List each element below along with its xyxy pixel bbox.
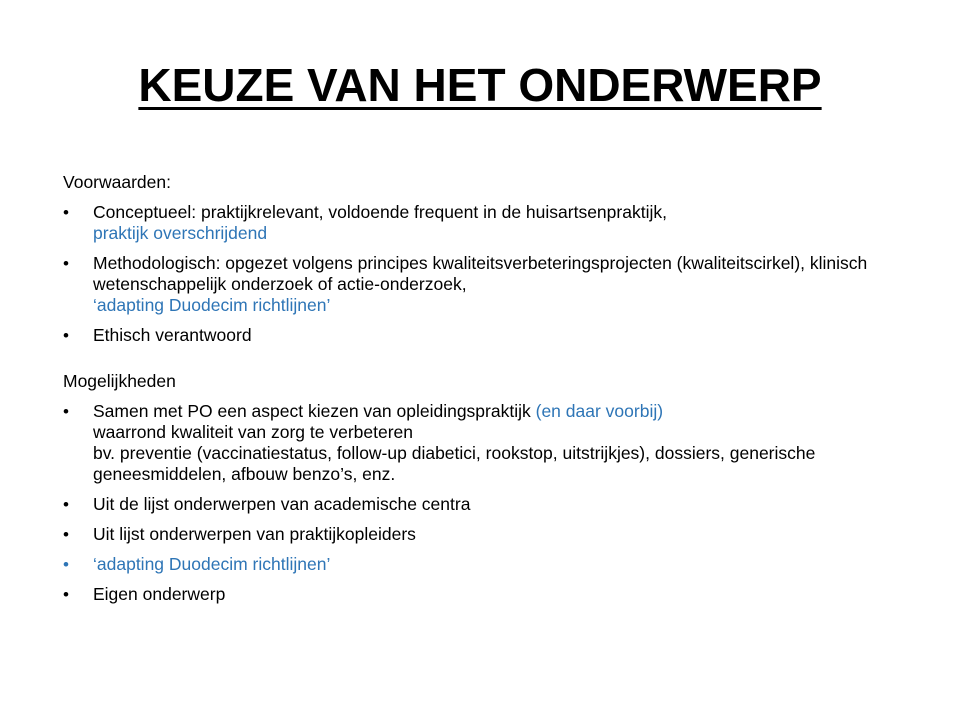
item-text: Eigen onderwerp bbox=[93, 584, 226, 604]
item-text: Uit de lijst onderwerpen van academische centra bbox=[93, 494, 471, 514]
item-text: Samen met PO een aspect kiezen van opleidingspraktijk bbox=[93, 401, 531, 421]
list-item bbox=[63, 554, 913, 575]
item-text: Methodologisch: opgezet volgens principes kwaliteitsverbeteringsprojecten (kwaliteitscirkel), klinisch wetenschappelijk onderzoek of actie-onderzoek, bbox=[93, 253, 868, 294]
item-accent-text: praktijk overschrijdend bbox=[93, 223, 268, 243]
mogelijkheden-heading: Mogelijkheden bbox=[63, 371, 176, 391]
item-accent-text: ‘adapting Duodecim richtlijnen’ bbox=[93, 295, 331, 315]
bullet-icon: • bbox=[63, 525, 69, 544]
bullet-icon: • bbox=[63, 203, 69, 222]
list-item bbox=[63, 202, 913, 244]
bullet-icon: • bbox=[63, 402, 69, 421]
item-text: Uit lijst onderwerpen van praktijkopleiders bbox=[93, 524, 416, 544]
item-text-continued: waarrond kwaliteit van zorg te verbeteren bbox=[93, 422, 414, 442]
voorwaarden-list bbox=[63, 202, 913, 346]
bullet-icon: • bbox=[63, 585, 69, 604]
item-accent-text: ‘adapting Duodecim richtlijnen’ bbox=[93, 554, 331, 574]
bullet-icon: • bbox=[63, 495, 69, 514]
list-item bbox=[63, 253, 913, 316]
list-item bbox=[63, 494, 913, 515]
mogelijkheden-list bbox=[63, 401, 913, 605]
voorwaarden-heading: Voorwaarden: bbox=[63, 172, 171, 192]
item-example-text: bv. preventie (vaccinatiestatus, follow-up diabetici, rookstop, uitstrijkjes), dossiers, generische geneesmiddelen, afbouw benzo’s, enz. bbox=[93, 443, 816, 484]
item-text: Conceptueel: praktijkrelevant, voldoende frequent in de huisartsenpraktijk, bbox=[93, 202, 667, 222]
bullet-icon: • bbox=[63, 254, 69, 273]
slide-body bbox=[63, 172, 913, 614]
list-item bbox=[63, 584, 913, 605]
list-item bbox=[63, 401, 913, 485]
slide-title: KEUZE VAN HET ONDERWERP bbox=[138, 59, 822, 111]
bullet-icon: • bbox=[63, 326, 69, 345]
bullet-icon: • bbox=[63, 555, 69, 574]
item-accent-text: (en daar voorbij) bbox=[535, 401, 664, 421]
list-item bbox=[63, 524, 913, 545]
item-text: Ethisch verantwoord bbox=[93, 325, 252, 345]
list-item bbox=[63, 325, 913, 346]
